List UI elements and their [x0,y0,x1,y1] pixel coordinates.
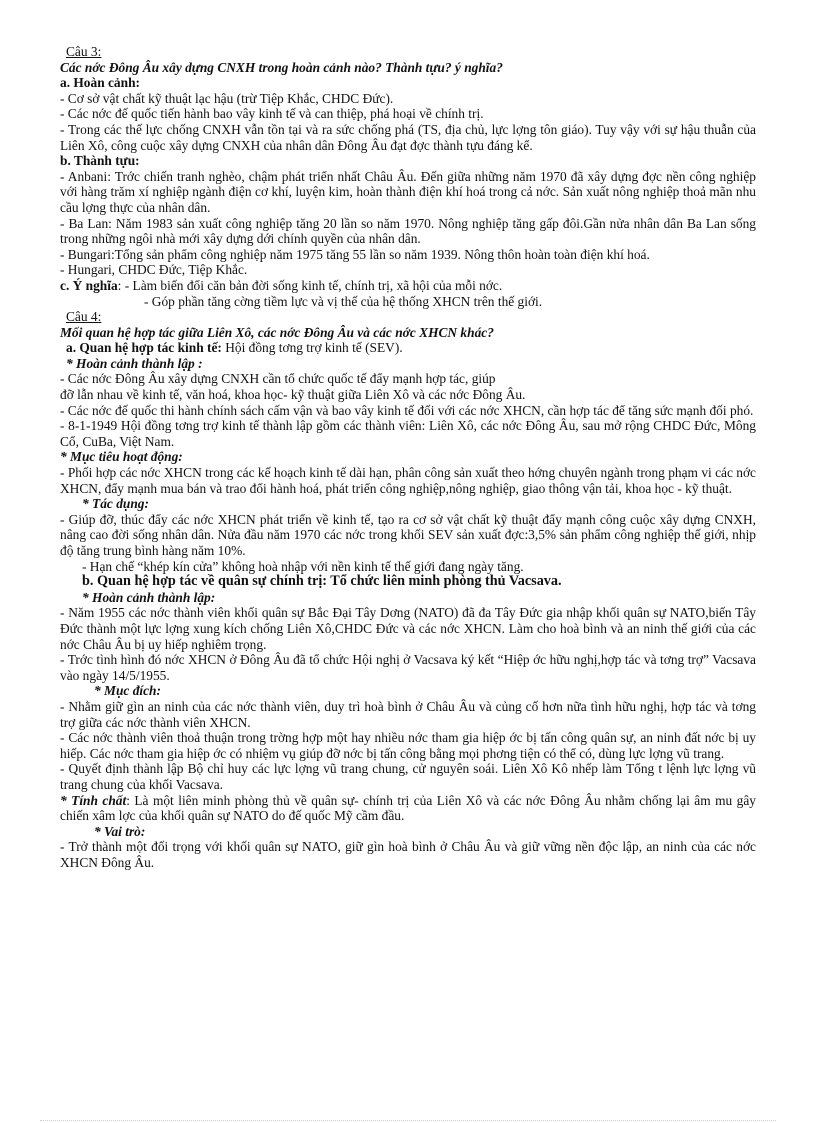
cau3-c-item: : - Làm biến đổi căn bản đời sống kinh tế, chính trị, xã hội của mỗi nớc. [117,277,503,293]
cau4-hc-item: - Các nớc đế quốc thi hành chính sách cấm vận và bao vây kinh tế đối với các nớc XHCN, cần hợp tác để tăng sức mạnh đối phó. [60,402,754,418]
cau4-mt-item: - Phối hợp các nớc XHCN trong các kế hoạch kinh tế dài hạn, phân công sản xuất theo hớng chuyên ngành trong phạm vi các nớc XHCN, đẩy mạnh mua bán và trao đổi hành hoá, phát triển công nghiệp,nông nghiệp, giao thông vận tải, khoa học - kỹ thuật. [60,465,756,496]
cau4-a-title: a. Quan hệ hợp tác kinh tế: [66,340,222,356]
cau4-md-item: - Các nớc thành viên thoả thuận trong trờng hợp một hay nhiều nớc tham gia hiệp ớc bị tấn công quân sự, an ninh đất nớc bị uy hiếp. Các nớc tham gia hiệp ớc có nhiệm vụ giúp đỡ nớc bị tấn công bằng mọi phơng tiện có thể có, dùng lực lợng vũ trang. [60,730,756,761]
cau4-md-title: * Mục đích: [94,683,161,699]
cau4-tc-title: * Tính chất [60,792,127,808]
cau3-b-item: - Hungari, CHDC Đức, Tiệp Khắc. [60,262,248,278]
cau3-b-item: - Bungari:Tổng sản phẩm công nghiệp năm 1975 tăng 55 lần so năm 1939. Nông thôn hoàn toàn điện khí hoá. [60,246,650,262]
cau4-b-hc-title: * Hoàn cảnh thành lập: [82,589,216,605]
cau3-a-item: - Trong các thế lực chống CNXH vẫn tồn tại và ra sức chống phá (TS, địa chủ, lực lợng tôn giáo). Tuy vậy với sự hậu thuẫn của Liên Xô, công cuộc xây dựng CNXH của nhân dân Đông Âu đạt đợc thành tựu đáng kể. [60,121,756,153]
cau4-hc-item: - 8-1-1949 Hội đồng tơng trợ kinh tế thành lập gồm các thành viên: Liên Xô, các nớc Đông Âu, sau mở rộng CHDC Đức, Mông Cổ, CuBa, Việt Nam. [60,418,756,449]
cau4-heading: Câu 4: [66,309,102,325]
cau4-a-row [60,340,756,356]
cau3-b-item: - Ba Lan: Năm 1983 sản xuất công nghiệp tăng 20 lần so năm 1970. Nông nghiệp tăng gấp đôi.Gần nửa nhân dân Ba Lan sống trong những ngôi nhà mới xây dựng dới chính quyền của nhân dân. [60,215,756,247]
cau4-hc-item: - Các nớc Đông Âu xây dựng CNXH cần tổ chức quốc tế đẩy mạnh hợp tác, giúp [60,371,496,387]
cau4-tc-row [60,793,756,824]
cau4-td-item: - Hạn chế “khép kín cửa” không hoà nhập với nền kinh tế thế giới đang ngày tăng. [82,558,524,574]
cau3-b-item: - Anbani: Trớc chiến tranh nghèo, chậm phát triển nhất Châu Âu. Đến giữa những năm 1970 đã xây dựng đợc nền công nghiệp với hàng trăm xí nghiệp ngành điện cơ khí, luyện kim, hoàn thành điện khí hoá trong cả nớc. Sản xuất nông nghiệp thoả mãn nhu cầu lợng thực của nhân dân. [60,168,756,215]
cau3-question: Các nớc Đông Âu xây dựng CNXH trong hoàn cảnh nào? Thành tựu? ý nghĩa? [60,59,503,75]
cau4-hc-title: * Hoàn cảnh thành lập : [66,355,203,371]
document-page [60,44,756,870]
cau3-c-title: c. Ý nghĩa [60,277,118,293]
cau4-td-title: * Tác dụng: [82,496,149,512]
cau4-tc-text: : Là một liên minh phòng thủ về quân sự- chính trị của Liên Xô và các nớc Đông Âu nhằm chống lại âm mu gây chiến xâm lợc của khối quân sự NATO do đế quốc Mỹ cầm đầu. [60,792,756,824]
cau3-c-item: - Góp phần tăng cờng tiềm lực và vị thế của hệ thống XHCN trên thế giới. [144,293,543,309]
cau4-vt-item: - Trở thành một đối trọng với khối quân sự NATO, giữ gìn hoà bình ở Châu Âu và giữ vững nền độc lập, an ninh của các nớc XHCN Đông Âu. [60,839,756,870]
cau4-md-item: - Nhằm giữ gìn an ninh của các nớc thành viên, duy trì hoà bình ở Châu Âu và củng cố hơn nữa tình hữu nghị, hợp tác và tơng trợ giữa các nớc thành viên XHCN. [60,698,756,730]
cau4-b-hc-item: - Năm 1955 các nớc thành viên khối quân sự Bắc Đại Tây Dơng (NATO) đã đa Tây Đức gia nhập khối quân sự NATO,biến Tây Đức thành một lực lợng xung kích chống Liên Xô,CHDC Đức và các nớc XHCN. Làm cho hoà bình và an ninh thế giới của các nớc Châu Âu bị uy hiếp nghiêm trọng. [60,605,756,652]
cau4-vt-title: * Vai trò: [94,823,146,839]
cau3-heading: Câu 3: [66,44,102,59]
cau4-hc-item: đỡ lẫn nhau về kinh tế, văn hoá, khoa học- kỹ thuật giữa Liên Xô và các nớc Đông Âu. [60,387,526,403]
cau3-a-item: - Cơ sở vật chất kỹ thuật lạc hậu (trừ Tiệp Khắc, CHDC Đức). [60,90,394,106]
page-bottom-divider [40,1120,776,1122]
cau4-b-hc-item: - Trớc tình hình đó nớc XHCN ở Đông Âu đã tổ chức Hội nghị ở Vacsava ký kết “Hiệp ớc hữu nghị,hợp tác và tơng trợ” Vacsava vào ngày 14/5/1955. [60,652,756,683]
cau3-b-title: b. Thành tựu: [60,153,140,169]
cau4-b-title: b. Quan hệ hợp tác về quân sự chính trị: Tổ chức liên minh phòng thủ Vacsava. [82,574,562,590]
cau4-question: Mối quan hệ hợp tác giữa Liên Xô, các nớc Đông Âu và các nớc XHCN khác? [60,324,494,340]
cau4-md-item: - Quyết định thành lập Bộ chỉ huy các lực lợng vũ trang chung, cử nguyên soái. Liên Xô Kô nhếp làm Tổng t lệnh lực lợng vũ trang chung của khối Vacsava. [60,761,756,792]
cau4-mt-title: * Mục tiêu hoạt động: [60,449,183,465]
cau4-a-title-rest: Hội đồng tơng trợ kinh tế (SEV). [221,340,403,356]
cau3-a-item: - Các nớc đế quốc tiến hành bao vây kinh tế và can thiệp, phá hoại về chính trị. [60,106,484,122]
cau4-td-item: - Giúp đỡ, thúc đẩy các nớc XHCN phát triển về kinh tế, tạo ra cơ sở vật chất kỹ thuật đẩy mạnh công cuộc xây dựng CNXH, nâng cao đời sống nhân dân. Nửa đầu năm 1970 các nớc trong khối SEV sản xuất đợc:3,5% sản phẩm công nghiệp thế giới, nhịp độ tăng trung bình hàng năm 10%. [60,511,756,558]
cau3-a-title: a. Hoàn cảnh: [60,75,140,91]
cau3-c-row [60,278,756,294]
